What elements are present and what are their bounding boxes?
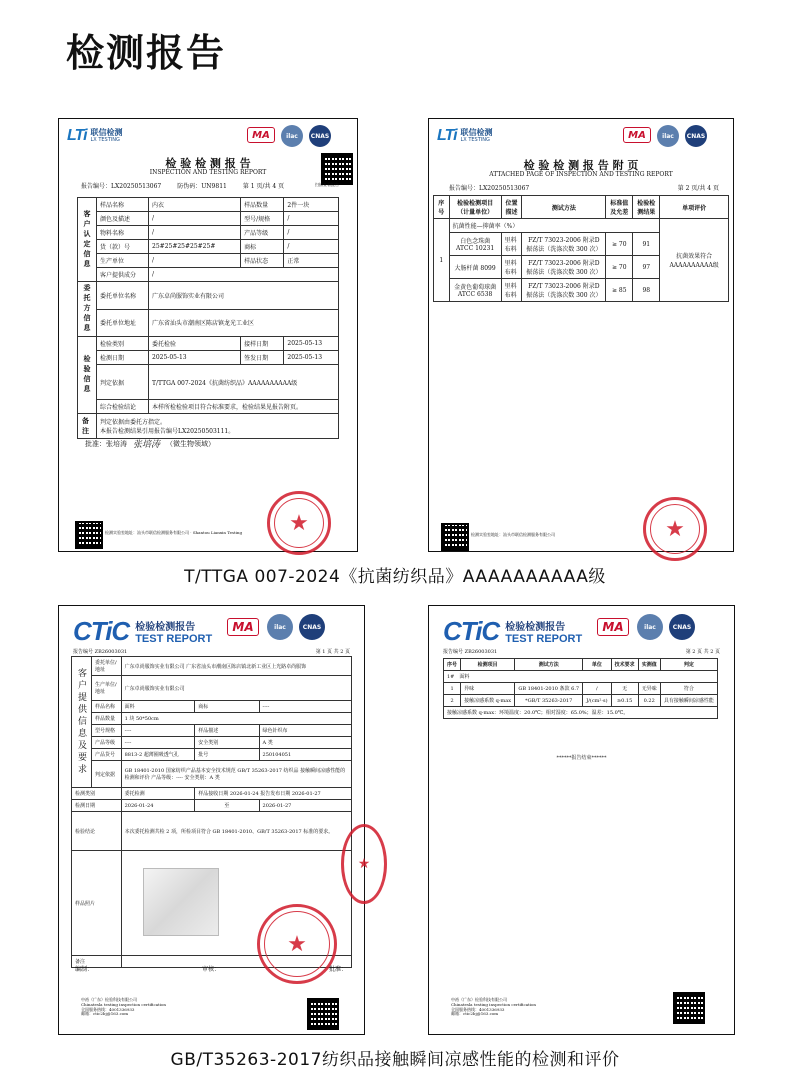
approver-signature: 张培涛 bbox=[133, 440, 161, 450]
ctc-logo-icon: CTiC bbox=[73, 616, 130, 646]
col-unit: 单位 bbox=[583, 659, 611, 671]
cell-judgement: 符合 bbox=[660, 683, 717, 695]
logo-cn: 联信检测 bbox=[90, 127, 123, 137]
measurement-note: 接触凉感系数 q-max：环境温度：20.0℃；相对湿度：65.0%；温差：15.0℃。 bbox=[444, 707, 718, 719]
report-title: 检 验 检 测 报 告 bbox=[165, 157, 251, 170]
attached-title: 检 验 检 测 报 告 附 页 bbox=[523, 159, 639, 172]
cell-method: GB 18401-2010 条款 6.7 bbox=[515, 683, 583, 695]
footer-qr-code bbox=[307, 998, 339, 1030]
section-client: 客户提供信息及要求 bbox=[72, 657, 92, 788]
col-judgement: 判定 bbox=[660, 659, 717, 671]
cell-item: 异味 bbox=[461, 683, 515, 695]
label-recv-date: 样品接收日期 bbox=[198, 791, 229, 797]
value-grade: ---- bbox=[121, 737, 195, 749]
value-issue-date: 2025-05-13 bbox=[284, 351, 339, 365]
ilac-badge-icon: ilac bbox=[281, 125, 303, 147]
value-model: ---- bbox=[121, 725, 195, 737]
label-grade: 产品等级 bbox=[92, 737, 122, 749]
label-lot: 批号 bbox=[195, 749, 259, 761]
note-line-2: 本报告检测结果引用报告编号LX20250503111。 bbox=[100, 428, 235, 435]
cell-measured: 无异味 bbox=[638, 683, 660, 695]
cell-index: 1 bbox=[444, 683, 461, 695]
value-sample-qty: 1 块 50*50cm bbox=[121, 713, 351, 725]
evaluation-value: 抗菌效果符合AAAAAAAAAA级 bbox=[660, 219, 729, 302]
report-page-1 bbox=[58, 118, 358, 552]
label-sample-qty: 样品数量 bbox=[241, 198, 284, 212]
official-seal-icon: ★ bbox=[643, 497, 707, 561]
footer-address: 检测实验室地址：汕头市联信检测服务有限公司 bbox=[471, 532, 555, 537]
edge-seal-icon: ★ bbox=[341, 824, 387, 904]
footer-company: 中裕（广东）检验科技有限公司 bbox=[81, 997, 137, 1002]
page-number: 第 2 页 共 2 页 bbox=[685, 649, 720, 655]
logo-en: LX TESTING bbox=[460, 137, 490, 144]
page-number: 第 2 页/共 4 页 bbox=[677, 185, 719, 192]
footer-address: 检测实验室地址：汕头市联信检测服务有限公司 · Shantou Lianxin Testing bbox=[105, 530, 243, 535]
value-period-start: 2026-01-24 bbox=[121, 800, 195, 812]
footer-qr-code bbox=[441, 523, 469, 551]
col-result: 检验检测结果 bbox=[633, 196, 660, 219]
group-header: 1# 面料 bbox=[444, 671, 718, 683]
logo-en: LX TESTING bbox=[90, 137, 120, 144]
item-standard: ≥ 70 bbox=[606, 233, 633, 256]
label-reviewer: 审核： bbox=[201, 966, 220, 973]
value-lot: 250104051 bbox=[259, 749, 351, 761]
report-number: 报告编号：LX20250513067 bbox=[81, 183, 162, 190]
item-result: 97 bbox=[633, 256, 660, 279]
label-entrust-name: 委托单位名称 bbox=[97, 282, 149, 310]
label-issue-date: 签发日期 bbox=[241, 351, 284, 365]
label-color: 样品描述 bbox=[195, 725, 259, 737]
group-header: 抗菌性能—抑菌率（%） bbox=[449, 219, 660, 233]
cell-requirement: 无 bbox=[611, 683, 638, 695]
label-sample-name: 样品名称 bbox=[92, 701, 122, 713]
ilac-badge-icon: ilac bbox=[267, 614, 293, 640]
footer-company: 中裕（广东）检验科技有限公司 bbox=[451, 997, 507, 1002]
label-model: 型号规格 bbox=[92, 725, 122, 737]
report-page-4 bbox=[428, 605, 735, 1035]
value-period-end: 2026-01-27 bbox=[259, 800, 351, 812]
value-basis: T/TTGA 007-2024《抗菌纺织品》AAAAAAAAAA级 bbox=[149, 365, 339, 400]
item-name: 大肠杆菌 8099 bbox=[449, 256, 501, 279]
item-position: 里料布料 bbox=[501, 279, 522, 302]
footer-email: 邮箱：ctic2bj@163.com bbox=[81, 1011, 129, 1017]
label-test-period: 检测日期 bbox=[72, 800, 122, 812]
logo-text-en: TEST REPORT bbox=[505, 633, 583, 645]
label-test-type: 检验类别 bbox=[97, 337, 149, 351]
caption-bottom: GB/T35263-2017纺织品接触瞬间凉感性能的检测和评价 bbox=[170, 1050, 620, 1070]
section-client: 客户认定信息 bbox=[78, 198, 97, 282]
table-row bbox=[444, 695, 718, 707]
item-name: 白色念珠菌 ATCC 10231 bbox=[449, 233, 501, 256]
label-issue-date: 报告发布日期 bbox=[260, 791, 291, 797]
col-evaluation: 单项评价 bbox=[660, 196, 729, 219]
value-basis: GB 18401-2010 国家纺织产品基本安全技术规范 GB/T 35263-2017 纺织品 接触瞬间凉感性能的检测和评价 产品等级：---- 安全类别：A 类 bbox=[121, 761, 351, 788]
col-index: 序号 bbox=[444, 659, 461, 671]
cell-judgement: 具有接触瞬间凉感性能 bbox=[660, 695, 717, 707]
footer-qr-code bbox=[673, 992, 705, 1024]
section-note: 备注 bbox=[78, 414, 97, 439]
value-model: / bbox=[284, 212, 339, 226]
value-entrust: 广东卓尚服饰实业有限公司 广东省汕头市潮南区陈店镇北新工业区上光路卓尚服饰 bbox=[121, 657, 351, 676]
footer-company-en: Chinatesla testing inspection certification bbox=[81, 1001, 166, 1007]
label-color: 颜色及描述 bbox=[97, 212, 149, 226]
value-test-type: 委托检测 bbox=[121, 788, 195, 800]
label-conclusion: 检验结论 bbox=[72, 812, 122, 851]
ctc-logo bbox=[73, 616, 212, 647]
report-page-3 bbox=[58, 605, 371, 1035]
row-index: 1 bbox=[434, 219, 450, 302]
col-method: 测试方法 bbox=[515, 659, 583, 671]
value-issue-date: 2026-01-27 bbox=[291, 791, 321, 797]
item-standard: ≥ 85 bbox=[606, 279, 633, 302]
logo-cn: 联信检测 bbox=[460, 127, 493, 137]
footer-qr-code bbox=[75, 521, 103, 549]
logo-text-cn: 检验检测报告 bbox=[505, 622, 566, 633]
label-grade: 产品等级 bbox=[241, 226, 284, 240]
official-seal-icon: ★ bbox=[267, 491, 331, 555]
value-recv-date: 2025-05-13 bbox=[284, 337, 339, 351]
item-result: 98 bbox=[633, 279, 660, 302]
value-material: / bbox=[149, 226, 241, 240]
ctc-logo bbox=[443, 616, 582, 647]
qr-code bbox=[321, 153, 353, 185]
item-name: 金黄色葡萄球菌 ATCC 6538 bbox=[449, 279, 501, 302]
value-producer: / bbox=[149, 254, 241, 268]
item-method: FZ/T 73023-2006 附录D 振荡法（洗涤次数 300 次） bbox=[522, 256, 606, 279]
ilac-badge-icon: ilac bbox=[657, 125, 679, 147]
ilac-badge-icon: ilac bbox=[637, 614, 663, 640]
col-standard: 标准值及允差 bbox=[606, 196, 633, 219]
label-entrust-addr: 委托单位地址 bbox=[97, 309, 149, 337]
report-page-2 bbox=[428, 118, 734, 552]
label-recv-date: 接样日期 bbox=[241, 337, 284, 351]
report-table bbox=[77, 197, 339, 439]
logo-text-cn: 检验检测报告 bbox=[135, 622, 196, 633]
page-title: 检测报告 bbox=[66, 31, 227, 75]
label-sample-state: 样品状态 bbox=[241, 254, 284, 268]
col-measured: 实测值 bbox=[638, 659, 660, 671]
label-composition: 客户提供成分 bbox=[97, 268, 149, 282]
attached-subtitle: ATTACHED PAGE OF INSPECTION AND TESTING REPORT bbox=[489, 171, 673, 178]
cell-index: 2 bbox=[444, 695, 461, 707]
label-conclusion: 综合检验结论 bbox=[97, 400, 149, 414]
value-test-date: 2025-05-13 bbox=[149, 351, 241, 365]
label-producer: 生产单位 bbox=[97, 254, 149, 268]
cnas-badge-icon: CNAS bbox=[685, 125, 707, 147]
value-batch: 8813-2 超薄圈吸透气孔 bbox=[121, 749, 195, 761]
col-item: 检验检测项目（计量单位） bbox=[449, 196, 501, 219]
cell-unit: / bbox=[583, 683, 611, 695]
report-subtitle: INSPECTION AND TESTING REPORT bbox=[149, 169, 267, 176]
value-brand: ---- bbox=[259, 701, 351, 713]
lx-logo bbox=[67, 127, 123, 145]
label-test-type: 检测类别 bbox=[72, 788, 122, 800]
page-number: 第 1 页/共 4 页 bbox=[242, 183, 285, 190]
value-sample-state: 正常 bbox=[284, 254, 339, 268]
label-model: 型号/规格 bbox=[241, 212, 284, 226]
label-compiler: 编制： bbox=[75, 966, 94, 973]
lx-logo-icon: LTi bbox=[437, 127, 457, 144]
report-number: 报告编号 ZB26003031 bbox=[73, 649, 128, 655]
approver-label: 批准：张培涛 bbox=[85, 439, 127, 448]
label-item-no: 货（款）号 bbox=[97, 240, 149, 254]
item-method: FZ/T 73023-2006 附录D 振荡法（洗涤次数 300 次） bbox=[522, 279, 606, 302]
col-index: 序号 bbox=[434, 196, 450, 219]
label-material: 物料名称 bbox=[97, 226, 149, 240]
label-basis: 判定依据 bbox=[97, 365, 149, 400]
logo-text-en: TEST REPORT bbox=[135, 633, 213, 645]
label-basis: 判定依据 bbox=[92, 761, 122, 788]
value-recv-date: 2026-01-24 bbox=[229, 791, 259, 797]
col-position: 位置描述 bbox=[501, 196, 522, 219]
value-conclusion: 本样所检检验项目符合标准要求，检验结果见报告附页。 bbox=[149, 400, 339, 414]
label-brand: 商标 bbox=[241, 240, 284, 254]
anti-fake-code: 防伪码：UN9811 bbox=[177, 183, 227, 190]
label-producer: 生产单位/地址 bbox=[92, 676, 122, 701]
value-producer: 广东卓尚服饰实业有限公司 bbox=[121, 676, 351, 701]
cnas-badge-icon: CNAS bbox=[299, 614, 325, 640]
label-test-date: 检测日期 bbox=[97, 351, 149, 365]
cell-method: *GB/T 35263-2017 bbox=[515, 695, 583, 707]
cell-requirement: ≥0.15 bbox=[611, 695, 638, 707]
item-result: 91 bbox=[633, 233, 660, 256]
label-sample-qty: 样品数量 bbox=[92, 713, 122, 725]
approver-dept: （微生物领域） bbox=[166, 439, 216, 448]
cma-badge-icon: MA bbox=[623, 127, 651, 143]
value-entrust-name: 广东卓尚服饰实业有限公司 bbox=[149, 282, 339, 310]
label-safety: 安全类别 bbox=[195, 737, 259, 749]
value-grade: / bbox=[284, 226, 339, 240]
qr-caption: 扫描查看报告 bbox=[315, 182, 339, 187]
label-sample-photo: 样品照片 bbox=[72, 851, 122, 956]
item-method: FZ/T 73023-2006 附录D 振荡法（洗涤次数 300 次） bbox=[522, 233, 606, 256]
section-entrust: 委托方信息 bbox=[78, 282, 97, 337]
label-remark: 备注 bbox=[72, 956, 122, 968]
cnas-badge-icon: CNAS bbox=[309, 125, 331, 147]
table-row bbox=[444, 683, 718, 695]
col-method: 测试方法 bbox=[522, 196, 606, 219]
value-safety: A 类 bbox=[259, 737, 351, 749]
value-period-to: 至 bbox=[195, 800, 259, 812]
ctc-logo-icon: CTiC bbox=[443, 616, 500, 646]
section-test: 检验信息 bbox=[78, 337, 97, 414]
footer-email: 邮箱：ctic2bj@163.com bbox=[451, 1011, 499, 1017]
test-results-table bbox=[443, 658, 718, 719]
item-position: 里料布料 bbox=[501, 233, 522, 256]
value-sample-qty: 2件一块 bbox=[284, 198, 339, 212]
value-item-no: 25#25#25#25#25# bbox=[149, 240, 241, 254]
label-sample-name: 样品名称 bbox=[97, 198, 149, 212]
cma-badge-icon: MA bbox=[597, 618, 629, 636]
cell-measured: 0.22 bbox=[638, 695, 660, 707]
item-standard: ≥ 70 bbox=[606, 256, 633, 279]
footer-company-en: Chinatesla testing inspection certification bbox=[451, 1001, 536, 1007]
caption-top: T/TTGA 007-2024《抗菌纺织品》AAAAAAAAAA级 bbox=[184, 567, 606, 587]
cma-badge-icon: MA bbox=[247, 127, 275, 143]
value-composition: / bbox=[149, 268, 339, 282]
value-conclusion: 本次委托检测共检 2 项，所检项目符合 GB 18401-2010、GB/T 35263-2017 标准的要求。 bbox=[121, 812, 351, 851]
value-color: / bbox=[149, 212, 241, 226]
lx-logo bbox=[437, 127, 493, 145]
col-requirement: 技术要求 bbox=[611, 659, 638, 671]
footer-hotline: 全国服务热线：4001336933 bbox=[451, 1006, 505, 1012]
value-color: 绿色针织布 bbox=[259, 725, 351, 737]
cma-badge-icon: MA bbox=[227, 618, 259, 636]
official-seal-icon: ★ bbox=[257, 904, 337, 984]
page-number: 第 1 页 共 2 页 bbox=[315, 649, 350, 655]
report-number: 报告编号：LX20250513067 bbox=[449, 185, 530, 192]
cell-unit: J/(cm²·s) bbox=[583, 695, 611, 707]
report-number: 报告编号 ZB26003031 bbox=[443, 649, 498, 655]
label-batch: 产品货号 bbox=[92, 749, 122, 761]
label-entrust: 委托单位/地址 bbox=[92, 657, 122, 676]
cnas-badge-icon: CNAS bbox=[669, 614, 695, 640]
cell-item: 接触凉感系数 q-max bbox=[461, 695, 515, 707]
item-position: 里料布料 bbox=[501, 256, 522, 279]
value-sample-name: 面料 bbox=[121, 701, 195, 713]
label-approver: 批准： bbox=[328, 966, 347, 973]
note-line-1: 判定依据由委托方指定。 bbox=[100, 419, 167, 426]
report-end-mark: ******报告结束****** bbox=[556, 755, 607, 761]
attached-results-table bbox=[433, 195, 729, 302]
footer-hotline: 全国服务热线：4001336933 bbox=[81, 1006, 135, 1012]
col-item: 检测项目 bbox=[461, 659, 515, 671]
sample-photo bbox=[143, 868, 219, 936]
label-brand: 商标 bbox=[195, 701, 259, 713]
value-test-type: 委托检验 bbox=[149, 337, 241, 351]
value-brand: / bbox=[284, 240, 339, 254]
value-entrust-addr: 广东省汕头市潮南区陈店镇龙光工业区 bbox=[149, 309, 339, 337]
lx-logo-icon: LTi bbox=[67, 127, 87, 144]
value-sample-name: 内衣 bbox=[149, 198, 241, 212]
